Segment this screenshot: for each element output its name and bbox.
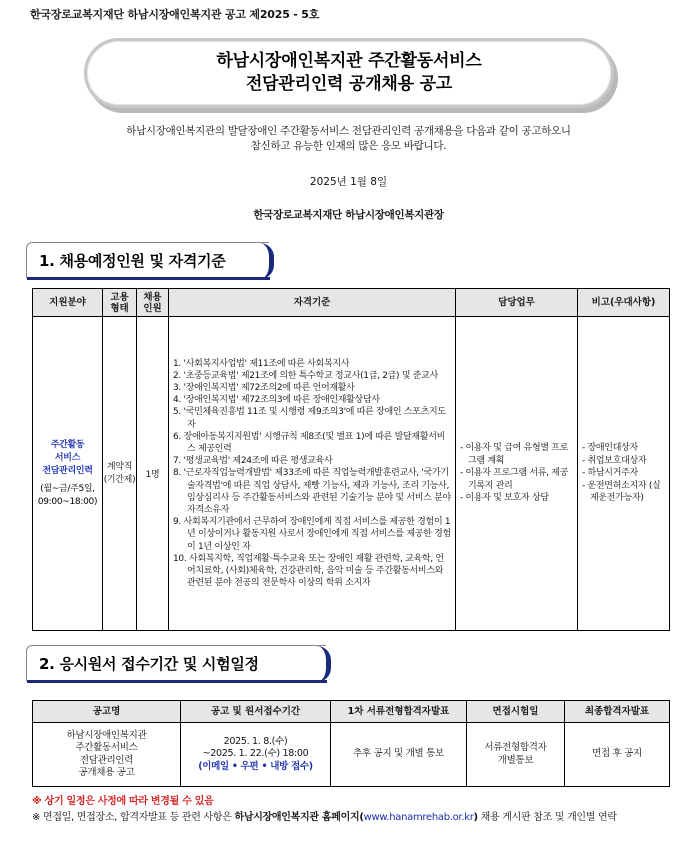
cell-field: 주간활동 서비스 전담관리인력 (월~금/주5일, 09:00~18:00)	[33, 317, 103, 631]
table-row	[33, 317, 670, 631]
notice-text-end: 채용 게시판 참조 및 개인별 연락	[477, 812, 617, 823]
list-item: - 이용자 프로그램 서류, 제공기록지 관리	[460, 468, 569, 491]
cell-preferences	[578, 317, 670, 631]
qualification-list	[169, 356, 455, 592]
cell-qualifications	[169, 317, 456, 631]
title-line-2: 전담관리인력 공개채용 공고	[245, 74, 453, 94]
list-item: 6. 장애아동복지지원법' 시행규칙 제8조(및 별표 1)에 따른 발달재활서비스 제공인력	[173, 431, 446, 454]
section-2-heading	[26, 645, 326, 681]
homepage-label: 하남시장애인복지관 홈페이지(	[234, 812, 364, 823]
intro-line-1: 하남시장애인복지관의 발달장애인 주간활동서비스 전담관리인력 공개채용을 다음과 같이 공고하오니	[126, 125, 571, 137]
signer: 한국장로교복지재단 하남시장애인복지관장	[253, 209, 444, 221]
list-item: - 운전면허소지자 (실제운전가능자)	[582, 480, 661, 504]
cell-interview: 서류전형합격자 개별통보	[467, 723, 565, 787]
list-item: 4. '장애인복지법' 제72조의3에 따른 장애인재활상담사	[173, 395, 380, 406]
heading-decoration	[260, 243, 274, 279]
header-interview: 면접시험일	[467, 701, 565, 723]
list-item: 2. '초중등교육법' 제21조에 의한 특수학교 정교사(1급, 2급) 및 준교사	[173, 370, 438, 381]
list-item: 5. '국민체육진흥법 11조 및 시행령 제9조의3'에 따른 장애인 스포츠지도자	[173, 407, 446, 430]
heading-underline	[27, 680, 327, 683]
title-banner	[84, 38, 614, 108]
header-period: 공고 및 원서접수기간	[181, 701, 331, 723]
header-preferences: 비고(우대사항)	[578, 289, 670, 317]
notice-text: ※ 면접일, 면접장소, 합격자발표 등 관련 사항은	[32, 812, 235, 823]
cell-first-result: 추후 공지 및 개별 통보	[331, 723, 467, 787]
list-item: 8. '근로자직업능력개발법' 제33조에 따른 직업능력개발훈련교사, '국가기술자격법'에 따른 직업 상담사, 제빵 기능사, 제과 기능사, 조리 기능사, 임상심리사 등 주간활동서비스와 관련된 기술기능 분야 및 서비스 분야 자격소유자	[173, 468, 451, 515]
list-item: - 하남시거주자	[582, 468, 638, 479]
header-employment-type: 고용 형태	[103, 289, 137, 317]
submission-methods: (이메일 • 우편 • 내방 접수)	[198, 760, 313, 772]
list-item: 1. '사회복지사업법' 제11조에 따른 사회복지사	[173, 358, 350, 369]
list-item: 3. '장애인복지법' 제72조의2에 따른 언어재활사	[173, 382, 355, 393]
table-header-row	[33, 289, 670, 317]
intro-line-2: 참신하고 유능한 인재의 많은 응모 바랍니다.	[250, 140, 447, 152]
recruitment-table	[32, 288, 670, 631]
header-duties: 담당업무	[456, 289, 578, 317]
section-1-title: 1. 채용예정인원 및 자격기준	[39, 252, 226, 270]
cell-notice-name: 하남시장애인복지관 주간활동서비스 전담관리인력 공개채용 공고	[33, 723, 181, 787]
preference-list	[578, 442, 669, 505]
list-item: 10. 사회복지학, 직업재활·특수교육 또는 장애인 재활 관련학, 교육학, 언어치료학, (사회)체육학, 건강관리학, 음악 미술 등 주간활동서비스와 관련된 분야 전공의 전문학사 이상의 학위 소지자	[173, 553, 444, 589]
cell-final-result: 면접 후 공지	[565, 723, 670, 787]
announcement-number: 한국장로교복지재단 하남시장애인복지관 공고 제2025 - 5호	[30, 8, 320, 21]
cell-employment-type: 계약직 (기간제)	[103, 317, 137, 631]
schedule-table	[32, 700, 670, 787]
heading-underline	[27, 277, 270, 280]
cell-headcount: 1명	[137, 317, 169, 631]
list-item: - 이용자 및 보호자 상담	[460, 493, 549, 504]
duty-list	[456, 442, 577, 505]
schedule-change-notice: ※ 상기 일정은 사정에 따라 변경될 수 있음	[32, 796, 214, 807]
header-qualifications: 자격기준	[169, 289, 456, 317]
header-first-result: 1차 서류전형합격자발표	[331, 701, 467, 723]
section-1-heading	[26, 242, 269, 278]
cell-period: 2025. 1. 8.(수) ~2025. 1. 22.(수) 18:00 (이메일 • 우편 • 내방 접수)	[181, 723, 331, 787]
header-notice-name: 공고명	[33, 701, 181, 723]
homepage-label-end: )	[473, 812, 478, 823]
title-line-1: 하남시장애인복지관 주간활동서비스	[216, 51, 482, 71]
contact-notice	[32, 810, 662, 826]
header-final-result: 최종합격자발표	[565, 701, 670, 723]
list-item: - 장애인대상자	[582, 443, 638, 454]
list-item: 9. 사회복지기관에서 근무하여 장애인에게 직접 서비스를 제공한 경험이 1년 이상이거나 활동지원 사로서 장애인에게 직접 서비스를 제공한 경험이 1년 이상인 자	[173, 517, 451, 552]
intro-paragraph	[20, 124, 677, 154]
cell-duties	[456, 317, 578, 631]
header-headcount: 채용 인원	[137, 289, 169, 317]
section-2-title: 2. 응시원서 접수기간 및 시험일정	[39, 655, 259, 673]
table-header-row	[33, 701, 670, 723]
table-row	[33, 723, 670, 787]
list-item: 7. '평생교육법' 제24조에 따른 평생교육사	[173, 456, 333, 467]
heading-decoration	[317, 646, 331, 682]
list-item: - 취업보호대상자	[582, 455, 647, 466]
header-field: 지원분야	[33, 289, 103, 317]
list-item: - 이용자 및 급여 유형별 프로그램 계획	[460, 443, 569, 466]
announcement-date: 2025년 1월 8일	[309, 176, 388, 188]
homepage-link[interactable]: www.hanamrehab.or.kr	[363, 812, 474, 823]
